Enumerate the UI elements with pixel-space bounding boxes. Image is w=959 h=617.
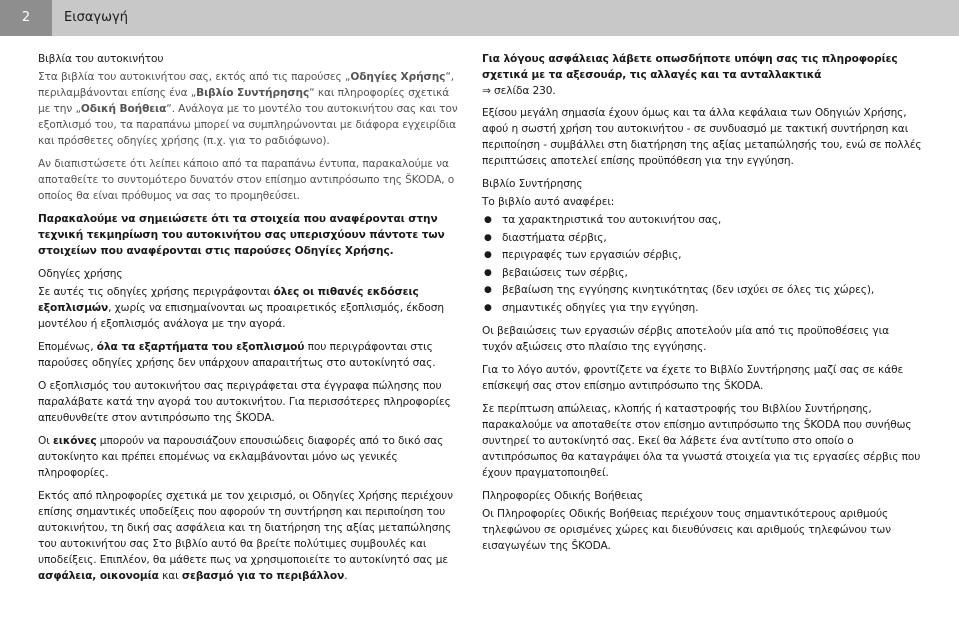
paragraph-images: Οι εικόνες μπορούν να παρουσιάζουν επουσιώδεις διαφορές από το δικό σας αυτοκίνητο και πρέπει επομένως να εκλαμβάνονται μόνο ως γενικές πληροφορίες. (38, 435, 444, 479)
paragraph-safety-accessories: Για λόγους ασφάλειας λάβετε οπωσδήποτε υπόψη σας τις πληροφορίες σχετικά με τα αξεσουάρ, τις αλλαγές και τα ανταλλακτικά ⇒ σελίδα 230. (482, 53, 898, 97)
paragraph-lost-service-book: Σε περίπτωση απώλειας, κλοπής ή καταστροφής του Βιβλίου Συντήρησης, παρακαλούμε να αποταθείτε στον επίσημο αντιπρόσωπο της ŠKODA που συνήθως συντηρεί το αυτοκίνητό σας. Εκεί θα λάβετε ένα αντίτυπο στο οποίο ο αντιπρόσωπος θα καταγράψει όλα τα γνωστά στοιχεία για τις εργασίες σέρβις που έχουν πραγματοποιηθεί. (482, 403, 921, 479)
paragraph-equipment-parts: Επομένως, όλα τα εξαρτήματα του εξοπλισμού που περιγράφονται στις παρούσες οδηγίες χρήσης δεν υπάρχουν απαραιτήτως στο αυτοκίνητό σας. (38, 341, 436, 369)
paragraph-bring-service-book: Για το λόγο αυτόν, φροντίζετε να έχετε το Βιβλίο Συντήρησης μαζί σας σε κάθε επίσκεψή σας στον επίσημο αντιπρόσωπο της ŠKODA. (482, 364, 904, 392)
page-number: 2 (0, 0, 52, 36)
paragraph-other-chapters: Εξίσου μεγάλη σημασία έχουν όμως και τα άλλα κεφάλαια των Οδηγιών Χρήσης, αφού η σωστή χρήση του αυτοκινήτου - σε συνδυασμό με τακτική συντήρηση και περιποίηση - συμβάλλει στη διατήρηση της αξίας μεταπώλησής του, ενώ σε πολλές περιπτώσεις αποτελεί επίσης προϋπόθεση για την εγγύηση. (482, 107, 922, 167)
list-item: ● τα χαρακτηριστικά του αυτοκινήτου σας, (482, 212, 922, 230)
paragraph-equipment-versions: Σε αυτές τις οδηγίες χρήσης περιγράφονται όλες οι πιθανές εκδόσεις εξοπλισμών, χωρίς να επισημαίνονται ως προαιρετικός εξοπλισμός, έκδοση μοντέλου ή εξοπλισμός ανάλογα με την αγορά. (38, 286, 444, 330)
list-item: ● περιγραφές των εργασιών σέρβις, (482, 247, 922, 265)
left-column (38, 51, 464, 591)
paragraph-vehicle-books-intro: Στα βιβλία του αυτοκινήτου σας, εκτός από τις παρούσες „Οδηγίες Χρήσης“, περιλαμβάνονται επίσης ένα „Βιβλίο Συντήρησης“ και πληροφορίες σχετικά με την „Οδική Βοήθεια“. Ανάλογα με το μοντέλο του αυτοκινήτου σας και τον εξοπλισμό του, τα παραπάνω μπορεί να συμπληρώνονται με διάφορα εγχειρίδια και πρόσθετες οδηγίες χρήσης (π.χ. για το ραδιόφωνο). (38, 71, 458, 147)
list-item: ● σημαντικές οδηγίες για την εγγύηση. (482, 300, 922, 318)
section-title-service-book: Βιβλίο Συντήρησης (482, 178, 583, 190)
paragraph-technical-documentation-note: Παρακαλούμε να σημειώσετε ότι τα στοιχεία που αναφέρονται στην τεχνική τεκμηρίωση του αυτοκινήτου σας υπερισχύουν πάντοτε των στοιχείων που αναφέρονται στις παρούσες Οδηγίες Χρήσης. (38, 213, 445, 257)
page-header (0, 0, 959, 36)
section-title-user-manual: Οδηγίες χρήσης (38, 268, 123, 280)
right-column (482, 51, 922, 561)
list-item: ● βεβαίωση της εγγύησης κινητικότητας (δεν ισχύει σε όλες τις χώρες), (482, 282, 922, 300)
paragraph-roadside-assistance: Οι Πληροφορίες Οδικής Βοήθειας περιέχουν τους σημαντικότερους αριθμούς τηλεφώνου σε ορισμένες χώρες και διευθύνσεις και αριθμούς τηλεφώνου των εισαγωγέων της ŠKODA. (482, 508, 891, 552)
service-book-list (482, 212, 922, 317)
paragraph-missing-documents: Αν διαπιστώσετε ότι λείπει κάποιο από τα παραπάνω έντυπα, παρακαλούμε να αποταθείτε το συντομότερο δυνατόν στον επίσημο αντιπρόσωπο της ŠKODA, ο οποίος θα είναι πρόθυμος να σας το προμηθεύσει. (38, 158, 455, 202)
chapter-title: Εισαγωγή (64, 10, 128, 25)
service-book-intro: Το βιβλίο αυτό αναφέρει: (482, 196, 615, 208)
section-title-roadside-assistance: Πληροφορίες Οδικής Βοήθειας (482, 490, 643, 502)
paragraph-service-confirmations: Οι βεβαιώσεις των εργασιών σέρβις αποτελούν μία από τις προϋποθέσεις για τυχόν αξιώσεις στο πλαίσιο της εγγύησης. (482, 325, 889, 353)
page-reference-link[interactable]: ⇒ σελίδα 230. (482, 85, 556, 97)
list-item: ● βεβαιώσεις των σέρβις, (482, 265, 922, 283)
list-item: ● διαστήματα σέρβις, (482, 230, 922, 248)
paragraph-additional-info: Εκτός από πληροφορίες σχετικά με τον χειρισμό, οι Οδηγίες Χρήσης περιέχουν επίσης σημαντικές υποδείξεις που αφορούν τη συντήρηση και περιποίηση του αυτοκινήτου, τη δική σας ασφάλεια και τη διατήρηση της αξίας μεταπώλησης του αυτοκινήτου σας Στο βιβλίο αυτό θα βρείτε πολύτιμες συμβουλές και υποδείξεις. Επιπλέον, θα μάθετε πως να χρησιμοποιείτε το αυτοκίνητό σας με ασφάλεια, οικονομία και σεβασμό για το περιβάλλον. (38, 490, 453, 582)
section-title-vehicle-books: Βιβλία του αυτοκινήτου (38, 53, 164, 65)
paragraph-sales-documents: Ο εξοπλισμός του αυτοκινήτου σας περιγράφεται στα έγγραφα πώλησης που παραλάβατε κατά την αγορά του αυτοκινήτου. Για περισσότερες πληροφορίες απευθυνθείτε στον αντιπρόσωπο της ŠKODA. (38, 380, 451, 424)
